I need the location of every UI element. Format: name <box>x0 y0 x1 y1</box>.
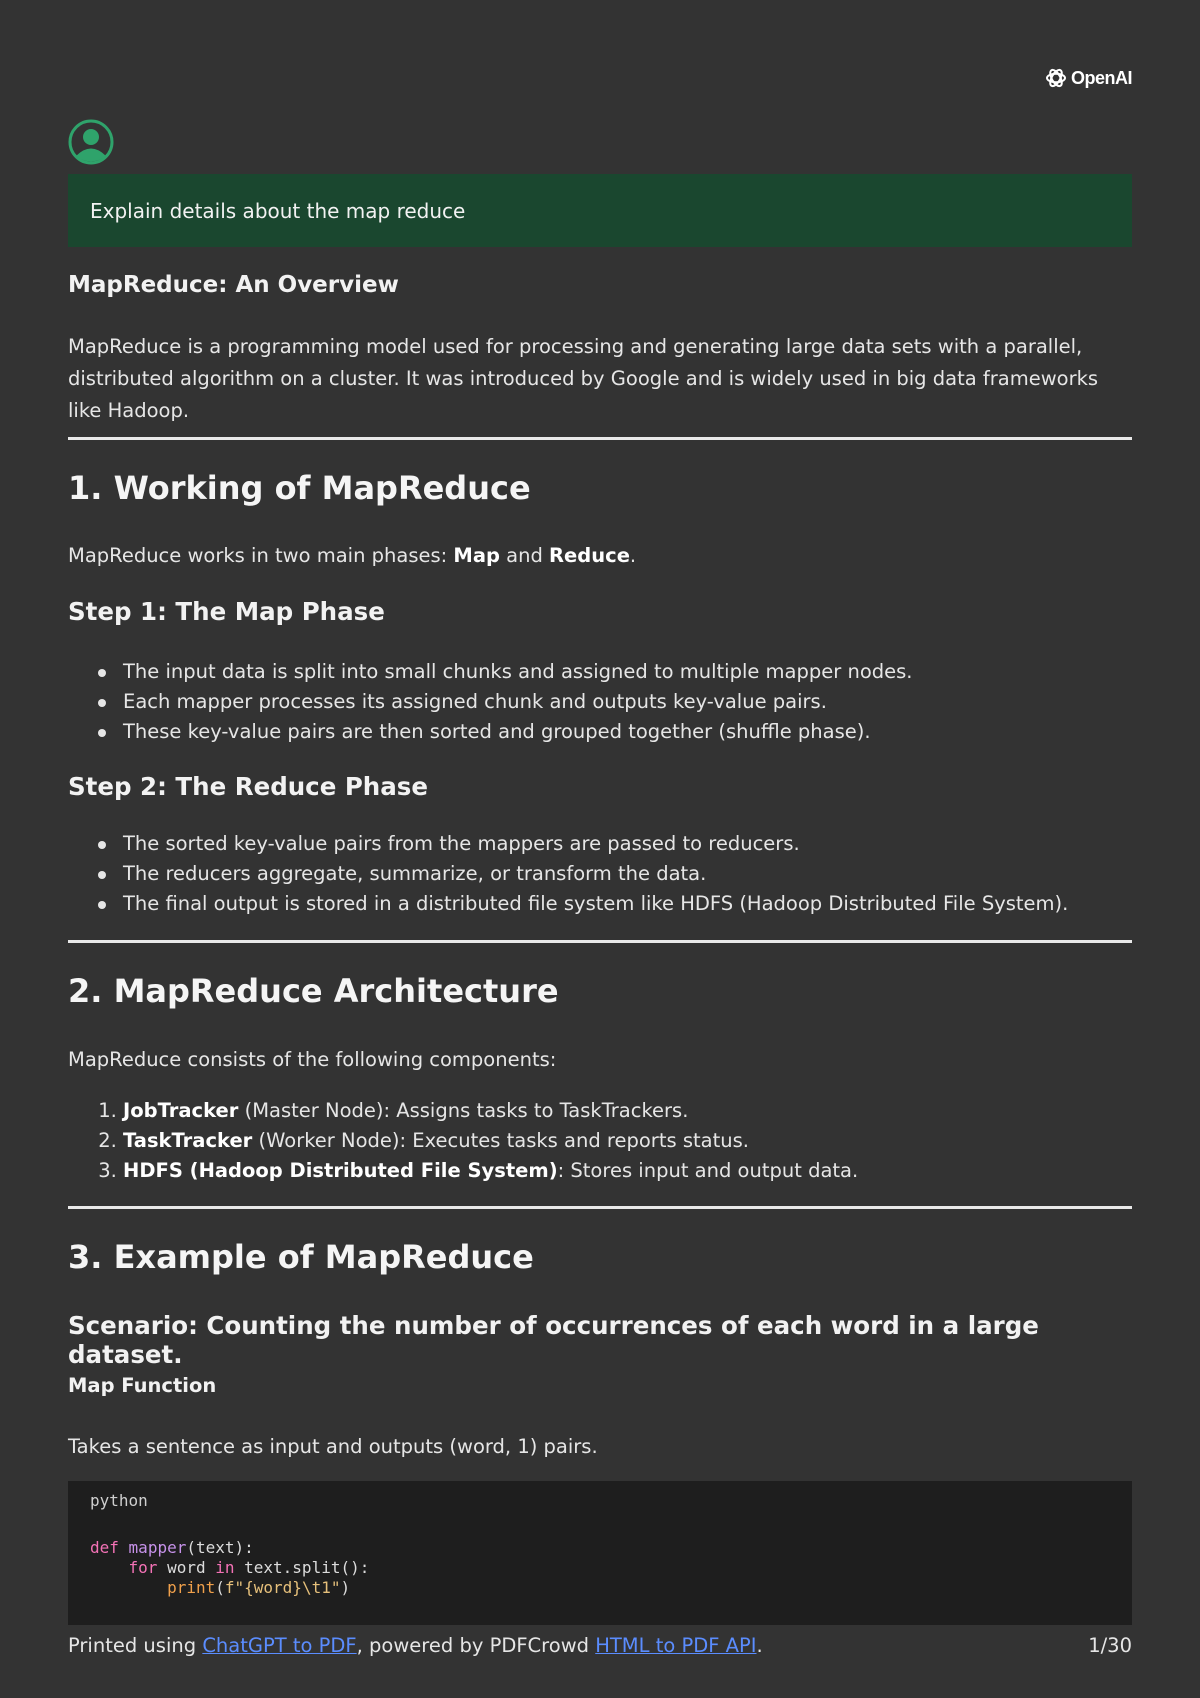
list-item: 3. HDFS (Hadoop Distributed File System): Stores input and output data. <box>123 1156 1187 1186</box>
list-item: 1. JobTracker (Master Node): Assigns tasks to TaskTrackers. <box>123 1096 1187 1126</box>
section2-heading: 2. MapReduce Architecture <box>68 972 559 1010</box>
section3-heading: 3. Example of MapReduce <box>68 1238 534 1276</box>
section1-heading: 1. Working of MapReduce <box>68 469 531 507</box>
list-item: These key-value pairs are then sorted and grouped together (shuffle phase). <box>123 717 1187 747</box>
chatgpt-to-pdf-link[interactable]: ChatGPT to PDF <box>202 1634 357 1657</box>
brand-name: OpenAI <box>1070 67 1132 88</box>
map-function-desc: Takes a sentence as input and outputs (word, 1) pairs. <box>68 1435 598 1458</box>
term-reduce: Reduce <box>549 544 630 567</box>
list-item: Each mapper processes its assigned chunk and outputs key-value pairs. <box>123 687 1187 717</box>
footer-credit: Printed using ChatGPT to PDF, powered by PDFCrowd HTML to PDF API. <box>68 1634 763 1657</box>
map-function-title: Map Function <box>68 1374 217 1397</box>
code-language-label: python <box>90 1491 148 1510</box>
openai-logo <box>1044 66 1132 90</box>
divider <box>68 1206 1132 1209</box>
step2-list <box>68 829 1187 919</box>
list-item: The input data is split into small chunks and assigned to multiple mapper nodes. <box>123 657 1187 687</box>
scenario-heading: Scenario: Counting the number of occurrences of each word in a large dataset. <box>68 1311 1039 1369</box>
step1-heading: Step 1: The Map Phase <box>68 597 385 626</box>
divider <box>68 940 1132 943</box>
list-item: The final output is stored in a distributed file system like HDFS (Hadoop Distributed File System). <box>123 889 1187 919</box>
page-number: 1/30 <box>1088 1634 1132 1657</box>
divider <box>68 437 1132 440</box>
list-item: The reducers aggregate, summarize, or transform the data. <box>123 859 1187 889</box>
list-item: 2. TaskTracker (Worker Node): Executes tasks and reports status. <box>123 1126 1187 1156</box>
openai-logo-icon <box>1044 66 1068 90</box>
step1-list <box>68 657 1187 747</box>
html-to-pdf-api-link[interactable]: HTML to PDF API <box>595 1634 757 1657</box>
list-item: The sorted key-value pairs from the mappers are passed to reducers. <box>123 829 1187 859</box>
architecture-list <box>68 1096 1187 1186</box>
step2-heading: Step 2: The Reduce Phase <box>68 772 428 801</box>
code-block <box>68 1481 1132 1625</box>
code-content: def mapper(text): for word in text.split(): print(f"{word}\t1") <box>90 1538 370 1597</box>
overview-title: MapReduce: An Overview <box>68 272 399 298</box>
user-prompt <box>68 174 1132 247</box>
user-avatar-icon <box>68 119 114 165</box>
section2-intro: MapReduce consists of the following components: <box>68 1048 557 1071</box>
footer <box>68 1634 1132 1657</box>
section1-intro: MapReduce works in two main phases: Map and Reduce. <box>68 544 637 567</box>
term-map: Map <box>453 544 500 567</box>
overview-body: MapReduce is a programming model used for processing and generating large data sets with a parallel, distributed algorithm on a cluster. It was introduced by Google and is widely used in big data frameworks like Hadoop. <box>68 335 1099 422</box>
user-prompt-text: Explain details about the map reduce <box>90 198 466 223</box>
